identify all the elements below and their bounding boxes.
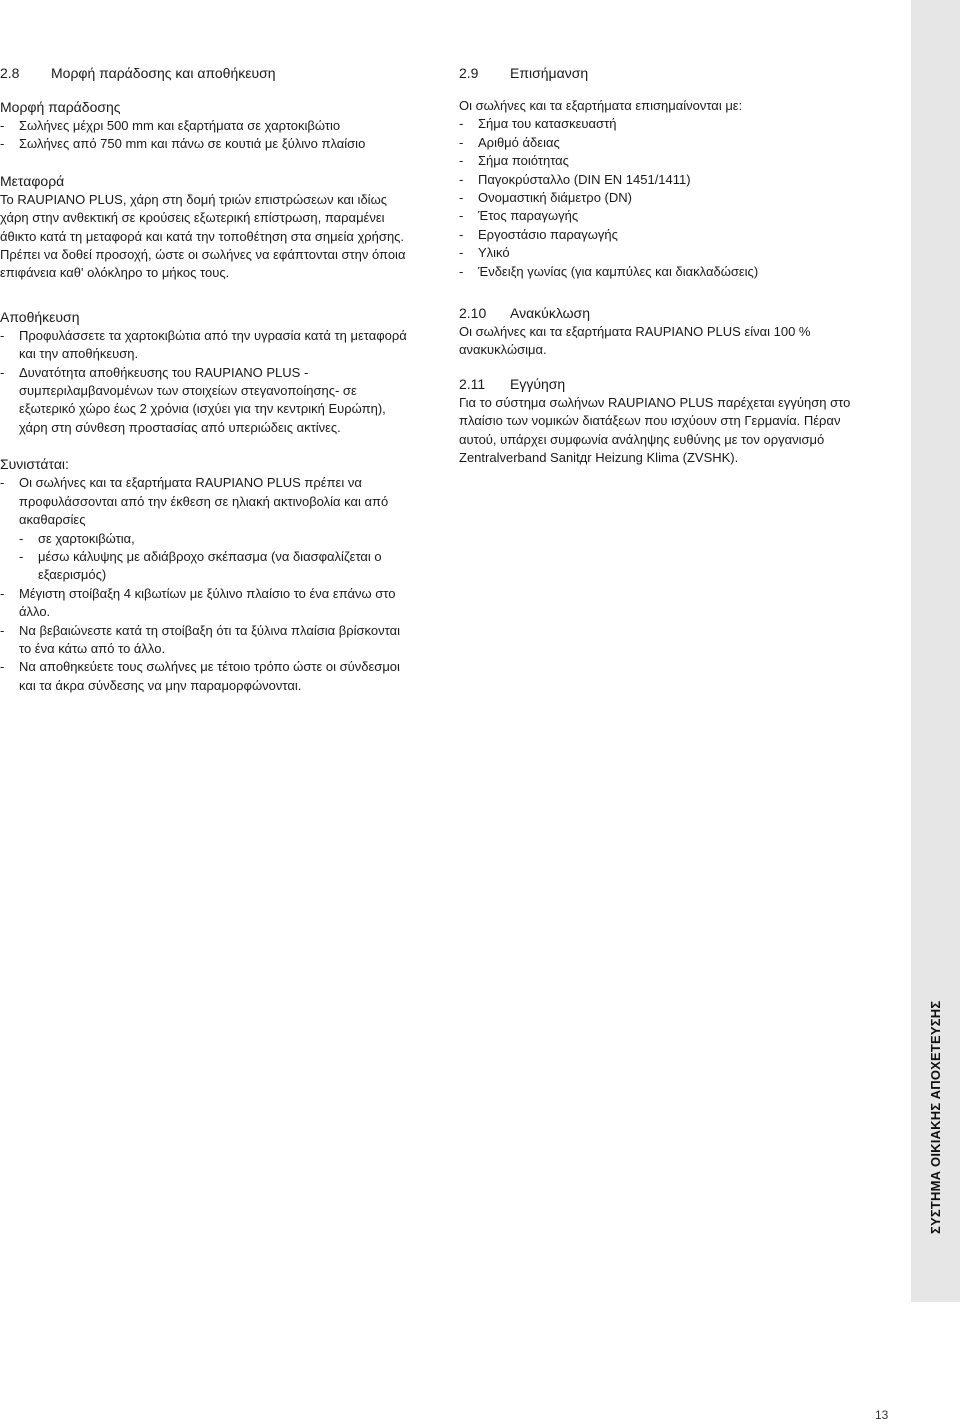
paragraph-line: Το RAUPIANO PLUS, χάρη στη δομή τριών επιστρώσεων και ιδίως: [0, 191, 387, 207]
list-item: - Σήμα ποιότητας: [459, 153, 569, 169]
section-number: 2.11: [459, 375, 486, 392]
list-item: - Έτος παραγωγής: [459, 208, 579, 224]
section-2-11-heading: [459, 374, 869, 394]
list-item: - Υλικό: [459, 245, 510, 261]
recommendations-block: [0, 454, 432, 695]
section-number: 2.9: [459, 65, 479, 81]
list-item: - Να αποθηκεύετε τους σωλήνες με τέτοιο τρόπο ώστε οι σύνδεσμοι και τα άκρα σύνδεσης να μην παραμορφώνονται.: [0, 659, 400, 693]
paragraph-line: Για το σύστημα σωλήνων RAUPIANO PLUS παρέχεται εγγύηση στο: [459, 394, 851, 410]
right-column: [459, 63, 869, 485]
paragraph-line: πλαίσιο των νομικών διατάξεων που ισχύουν στη Γερμανία. Πέραν: [459, 413, 841, 429]
paragraph-line: Οι σωλήνες και τα εξαρτήματα RAUPIANO PLUS είναι 100 %: [459, 324, 811, 340]
section-2-9-heading: [459, 63, 869, 83]
list-item: - Σήμα του κατασκευαστή: [459, 116, 617, 132]
section-title: Μορφή παράδοσης και αποθήκευση: [51, 65, 276, 81]
nested-list-item: - σε χαρτοκιβώτια,: [19, 530, 135, 546]
list-item: - Ονομαστική διάμετρο (DN): [459, 190, 632, 206]
page-number: 13: [875, 1408, 889, 1422]
recycling-block: [459, 303, 869, 360]
side-tab: [911, 0, 960, 1302]
paragraph-line: αυτού, υπάρχει συμφωνία ανάληψης ευθύνης με τον οργανισμό: [459, 431, 825, 447]
list-item: - Σωλήνες από 750 mm και πάνω σε κουτιά με ξύλινο πλαίσιο: [0, 136, 366, 152]
paragraph-line: χάρη στην ανθεκτική σε κρούσεις εξωτερική επίστρωση, παραμένει: [0, 210, 385, 226]
list-item: - Σωλήνες μέχρι 500 mm και εξαρτήματα σε χαρτοκιβώτιο: [0, 118, 341, 133]
list-item: - Αριθμό άδειας: [459, 134, 560, 150]
paragraph-line: ανακυκλώσιμα.: [459, 342, 547, 358]
list-item: - Οι σωλήνες και τα εξαρτήματα RAUPIANO PLUS πρέπει να προφυλάσσονται από την έκθεση σε ηλιακή ακτινοβολία και από ακαθαρσίες: [0, 475, 389, 528]
section-title: Ανακύκλωση: [510, 305, 590, 322]
recommendations-heading: Συνιστάται:: [0, 456, 69, 473]
storage-block: [0, 307, 432, 437]
section-number: 2.8: [0, 65, 20, 81]
marking-intro: Οι σωλήνες και τα εξαρτήματα επισημαίνονται με:: [459, 98, 743, 113]
paragraph-line: Zentralverband Sanitдr Heizung Klima (ZVSHK).: [459, 450, 739, 466]
transport-heading: Μεταφορά: [0, 172, 65, 189]
delivery-block: [0, 97, 432, 154]
list-item: - Μέγιστη στοίβαξη 4 κιβωτίων με ξύλινο πλαίσιο το ένα επάνω στο άλλο.: [0, 585, 396, 620]
list-item: - Να βεβαιώνεστε κατά τη στοίβαξη ότι τα ξύλινα πλαίσια βρίσκονται το ένα κάτω από το άλλο.: [0, 622, 400, 656]
left-column: [0, 63, 432, 712]
section-2-10-heading: [459, 303, 869, 323]
delivery-heading: Μορφή παράδοσης: [0, 99, 121, 115]
marking-block: [459, 97, 869, 281]
paragraph-line: Πρέπει να δοθεί προσοχή, ώστε οι σωλήνες να εφάπτονται στην όποια: [0, 247, 406, 263]
section-2-8-heading: [0, 63, 432, 83]
list-item: - Ένδειξη γωνίας (για καμπύλες και διακλαδώσεις): [459, 263, 759, 279]
list-item: - Παγοκρύσταλλο (DIN EN 1451/1411): [459, 171, 691, 187]
list-item: - Προφυλάσσετε τα χαρτοκιβώτια από την υγρασία κατά τη μεταφορά και την αποθήκευση.: [0, 327, 407, 362]
storage-heading: Αποθήκευση: [0, 308, 80, 325]
section-number: 2.10: [459, 305, 487, 322]
nested-list-item: - μέσω κάλυψης με αδιάβροχο σκέπασμα (να διασφαλίζεται ο εξαερισμός): [19, 548, 382, 583]
section-title: Επισήμανση: [510, 65, 589, 81]
section-title: Εγγύηση: [510, 375, 566, 392]
side-tab-label: ΣΥΣΤΗΜΑ ΟΙΚΙΑΚΗΣ ΑΠΟΧΕΤΕΥΣΗΣ: [927, 1000, 943, 1234]
list-item: - Εργοστάσιο παραγωγής: [459, 226, 618, 242]
paragraph-line: επιφάνεια καθ' ολόκληρο το μήκος τους.: [0, 265, 230, 281]
transport-block: [0, 171, 432, 283]
warranty-block: [459, 374, 869, 468]
list-item: - Δυνατότητα αποθήκευσης του RAUPIANO PLUS - συμπεριλαμβανομένων των στοιχείων στεγανοποίησης- σε εξωτερικό χώρο έως 2 χρόνια (ισχύει για την κεντρική Ευρώπη), χάρη στη σύνθεση προστασίας από υπεριώδεις ακτίνες.: [0, 364, 386, 435]
paragraph-line: άθικτο κατά τη μεταφορά και κατά την τοποθέτηση στα σημεία χρήσης.: [0, 228, 405, 244]
